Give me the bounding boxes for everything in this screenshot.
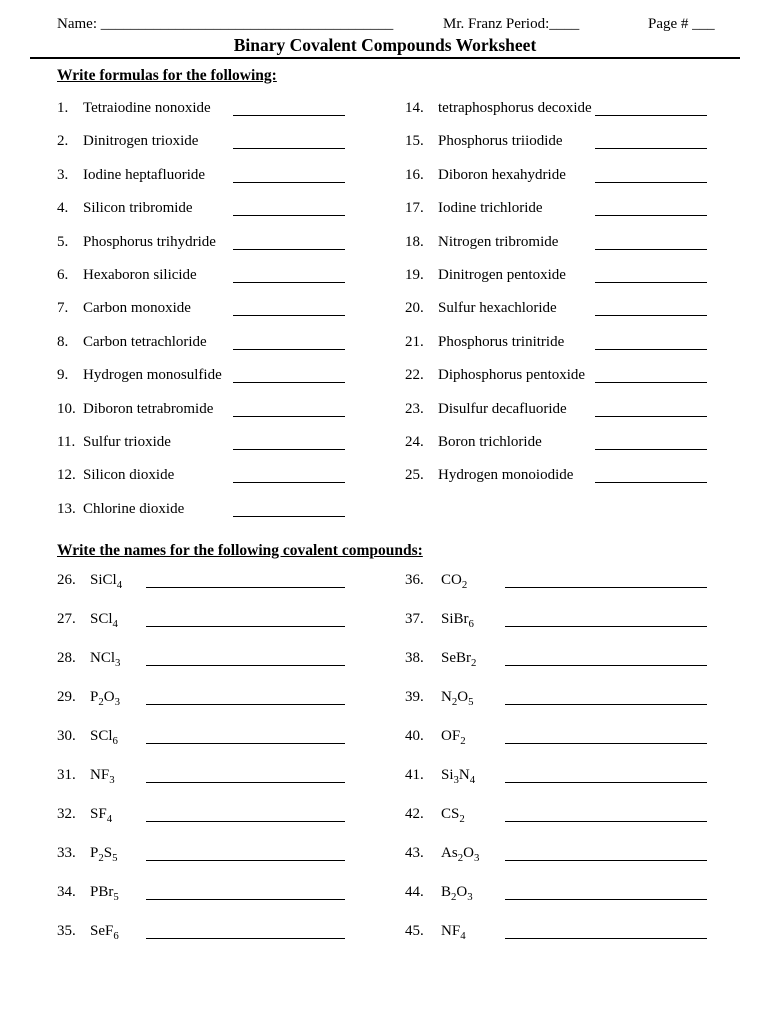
item-number: 20. bbox=[405, 300, 424, 317]
compound-name: Diboron tetrabromide bbox=[83, 400, 214, 417]
naming-item bbox=[57, 572, 345, 611]
teacher-period-field bbox=[443, 16, 648, 33]
page-label: Page # bbox=[648, 16, 689, 32]
answer-blank bbox=[505, 884, 707, 900]
formula-item bbox=[57, 100, 345, 133]
compound-name: Carbon tetrachloride bbox=[83, 333, 207, 350]
item-number: 15. bbox=[405, 133, 424, 150]
answer-blank bbox=[505, 650, 707, 666]
answer-blank bbox=[233, 100, 345, 116]
naming-item bbox=[405, 884, 707, 923]
compound-name: Nitrogen tribromide bbox=[438, 233, 559, 250]
item-number: 4. bbox=[57, 200, 69, 217]
answer-blank bbox=[505, 806, 707, 822]
formula-item bbox=[57, 434, 345, 467]
formula-item bbox=[405, 367, 707, 400]
answer-blank bbox=[595, 434, 707, 450]
compound-name: Dinitrogen trioxide bbox=[83, 133, 199, 150]
item-number: 35. bbox=[57, 923, 76, 940]
item-number: 11. bbox=[57, 433, 76, 450]
answer-blank bbox=[233, 300, 345, 316]
compound-formula: PBr$_5$ bbox=[90, 884, 119, 904]
answer-blank bbox=[146, 884, 345, 900]
item-number: 38. bbox=[405, 650, 424, 667]
item-number: 16. bbox=[405, 166, 424, 183]
item-number: 37. bbox=[405, 611, 424, 628]
formula-item bbox=[405, 200, 707, 233]
compound-formula: $Si_3N_4$ bbox=[441, 767, 476, 787]
formula-item bbox=[57, 367, 345, 400]
naming-item bbox=[57, 884, 345, 923]
item-number: 23. bbox=[405, 400, 424, 417]
answer-blank bbox=[146, 611, 345, 627]
answer-blank bbox=[595, 167, 707, 183]
compound-formula: $CO_2$ bbox=[441, 572, 468, 592]
compound-formula: $SF_4$ bbox=[90, 806, 113, 826]
compound-name: Chlorine dioxide bbox=[83, 500, 185, 517]
formula-item bbox=[57, 133, 345, 166]
answer-blank bbox=[233, 200, 345, 216]
compound-name: Hydrogen monoiodide bbox=[438, 467, 574, 484]
compound-name: Diphosphorus pentoxide bbox=[438, 367, 586, 384]
naming-item bbox=[405, 611, 707, 650]
answer-blank bbox=[146, 572, 345, 588]
compound-formula: SiCl$_4$ bbox=[90, 572, 123, 592]
compound-name: Diboron hexahydride bbox=[438, 166, 566, 183]
answer-blank bbox=[146, 689, 345, 705]
item-number: 17. bbox=[405, 200, 424, 217]
answer-blank bbox=[595, 133, 707, 149]
naming-item bbox=[57, 767, 345, 806]
naming-item bbox=[405, 650, 707, 689]
formula-item bbox=[405, 133, 707, 166]
page-number-field bbox=[648, 16, 738, 33]
compound-name: Phosphorus trihydride bbox=[83, 233, 216, 250]
item-number: 12. bbox=[57, 467, 76, 484]
answer-blank bbox=[233, 401, 345, 417]
section1-heading: Write formulas for the following: bbox=[57, 67, 277, 84]
item-number: 33. bbox=[57, 845, 76, 862]
formula-item bbox=[405, 300, 707, 333]
compound-name: Disulfur decafluoride bbox=[438, 400, 567, 417]
item-number: 29. bbox=[57, 689, 76, 706]
answer-blank bbox=[146, 767, 345, 783]
compound-name: Carbon monoxide bbox=[83, 300, 191, 317]
item-number: 6. bbox=[57, 266, 69, 283]
answer-blank bbox=[233, 501, 345, 517]
answer-blank bbox=[146, 845, 345, 861]
page-blank: ___ bbox=[692, 16, 715, 32]
item-number: 27. bbox=[57, 611, 76, 628]
formula-item bbox=[405, 334, 707, 367]
naming-item bbox=[405, 767, 707, 806]
item-number: 7. bbox=[57, 300, 69, 317]
compound-name: Silicon tribromide bbox=[83, 200, 193, 217]
compound-formula: SCl$_4$ bbox=[90, 611, 118, 631]
answer-blank bbox=[233, 334, 345, 350]
compound-formula: SeBr$_2$ bbox=[441, 650, 477, 670]
naming-item bbox=[57, 611, 345, 650]
answer-blank bbox=[146, 650, 345, 666]
formula-item bbox=[57, 501, 345, 534]
compound-formula: $NF_3$ bbox=[90, 767, 115, 787]
answer-blank bbox=[233, 267, 345, 283]
item-number: 42. bbox=[405, 806, 424, 823]
naming-item bbox=[57, 728, 345, 767]
compound-formula: $OF_2$ bbox=[441, 728, 466, 748]
compound-name: Hydrogen monosulfide bbox=[83, 367, 222, 384]
item-number: 26. bbox=[57, 572, 76, 589]
answer-blank bbox=[505, 728, 707, 744]
section2-left-column bbox=[57, 572, 345, 962]
compound-name: Boron trichloride bbox=[438, 433, 542, 450]
formula-item bbox=[57, 334, 345, 367]
item-number: 25. bbox=[405, 467, 424, 484]
formula-item bbox=[57, 401, 345, 434]
item-number: 34. bbox=[57, 884, 76, 901]
item-number: 40. bbox=[405, 728, 424, 745]
naming-item bbox=[405, 806, 707, 845]
naming-item bbox=[405, 728, 707, 767]
naming-item bbox=[57, 923, 345, 962]
name-field bbox=[57, 16, 443, 33]
section1-columns bbox=[30, 100, 740, 534]
answer-blank bbox=[233, 167, 345, 183]
compound-formula: SeF$_6$ bbox=[90, 923, 119, 943]
item-number: 24. bbox=[405, 433, 424, 450]
answer-blank bbox=[595, 334, 707, 350]
header-row bbox=[30, 16, 740, 33]
compound-formula: $NF_4$ bbox=[441, 923, 466, 943]
formula-item bbox=[57, 267, 345, 300]
compound-name: Phosphorus trinitride bbox=[438, 333, 565, 350]
compound-name: Dinitrogen pentoxide bbox=[438, 266, 566, 283]
title-divider bbox=[30, 57, 740, 59]
item-number: 31. bbox=[57, 767, 76, 784]
naming-item bbox=[57, 650, 345, 689]
name-label: Name: bbox=[57, 16, 97, 32]
item-number: 45. bbox=[405, 923, 424, 940]
answer-blank bbox=[233, 367, 345, 383]
answer-blank bbox=[233, 133, 345, 149]
formula-item bbox=[57, 167, 345, 200]
answer-blank bbox=[146, 728, 345, 744]
item-number: 18. bbox=[405, 233, 424, 250]
formula-item bbox=[405, 167, 707, 200]
item-number: 1. bbox=[57, 100, 69, 116]
compound-formula: $B_2O_3$ bbox=[441, 884, 473, 904]
naming-item bbox=[57, 806, 345, 845]
answer-blank bbox=[233, 234, 345, 250]
item-number: 44. bbox=[405, 884, 424, 901]
naming-item bbox=[57, 845, 345, 884]
item-number: 13. bbox=[57, 500, 76, 517]
name-blank: _______________________________________ bbox=[100, 16, 394, 32]
compound-name: Tetraiodine nonoxide bbox=[83, 100, 211, 116]
naming-item bbox=[405, 923, 707, 962]
item-number: 5. bbox=[57, 233, 69, 250]
formula-item bbox=[57, 300, 345, 333]
item-number: 14. bbox=[405, 100, 424, 116]
compound-formula: SiBr$_6$ bbox=[441, 611, 474, 631]
answer-blank bbox=[595, 200, 707, 216]
formula-item bbox=[405, 100, 707, 133]
item-number: 9. bbox=[57, 367, 69, 384]
item-number: 36. bbox=[405, 572, 424, 589]
item-number: 41. bbox=[405, 767, 424, 784]
answer-blank bbox=[595, 100, 707, 116]
compound-formula: $N_2O_5$ bbox=[441, 689, 474, 709]
answer-blank bbox=[233, 467, 345, 483]
answer-blank bbox=[505, 689, 707, 705]
compound-formula: $P_2S_5$ bbox=[90, 845, 118, 865]
section1-left-column bbox=[57, 100, 345, 534]
compound-formula: SCl$_6$ bbox=[90, 728, 118, 748]
worksheet-title: Binary Covalent Compounds Worksheet bbox=[233, 35, 537, 55]
item-number: 8. bbox=[57, 333, 69, 350]
answer-blank bbox=[505, 611, 707, 627]
answer-blank bbox=[146, 806, 345, 822]
answer-blank bbox=[595, 367, 707, 383]
period-blank: ____ bbox=[549, 16, 580, 32]
formula-item bbox=[57, 467, 345, 500]
compound-name: tetraphosphorus decoxide bbox=[438, 100, 592, 116]
compound-formula: $P_2O_3$ bbox=[90, 689, 120, 709]
item-number: 3. bbox=[57, 166, 69, 183]
formula-item bbox=[405, 434, 707, 467]
answer-blank bbox=[595, 234, 707, 250]
item-number: 32. bbox=[57, 806, 76, 823]
answer-blank bbox=[505, 923, 707, 939]
compound-name: Hexaboron silicide bbox=[83, 266, 197, 283]
item-number: 28. bbox=[57, 650, 76, 667]
section2-heading: Write the names for the following covalent compounds: bbox=[57, 542, 423, 560]
compound-formula: $CS_2$ bbox=[441, 806, 465, 826]
item-number: 30. bbox=[57, 728, 76, 745]
item-number: 21. bbox=[405, 333, 424, 350]
formula-item bbox=[405, 467, 707, 500]
answer-blank bbox=[146, 923, 345, 939]
section2-right-column bbox=[405, 572, 707, 962]
answer-blank bbox=[595, 300, 707, 316]
item-number: 39. bbox=[405, 689, 424, 706]
item-number: 2. bbox=[57, 133, 69, 150]
section1-right-column bbox=[405, 100, 707, 534]
item-number: 43. bbox=[405, 845, 424, 862]
compound-name: Iodine trichloride bbox=[438, 200, 543, 217]
naming-item bbox=[405, 689, 707, 728]
compound-formula: NCl$_3$ bbox=[90, 650, 121, 670]
formula-item bbox=[405, 267, 707, 300]
compound-name: Silicon dioxide bbox=[83, 467, 175, 484]
answer-blank bbox=[595, 401, 707, 417]
formula-item bbox=[57, 234, 345, 267]
answer-blank bbox=[233, 434, 345, 450]
answer-blank bbox=[595, 267, 707, 283]
compound-name: Sulfur hexachloride bbox=[438, 300, 557, 317]
item-number: 22. bbox=[405, 367, 424, 384]
compound-name: Iodine heptafluoride bbox=[83, 166, 206, 183]
answer-blank bbox=[505, 767, 707, 783]
answer-blank bbox=[505, 572, 707, 588]
item-number: 19. bbox=[405, 266, 424, 283]
item-number: 10. bbox=[57, 400, 76, 417]
compound-name: Sulfur trioxide bbox=[83, 433, 171, 450]
naming-item bbox=[57, 689, 345, 728]
answer-blank bbox=[505, 845, 707, 861]
answer-blank bbox=[595, 467, 707, 483]
teacher-label: Mr. Franz Period: bbox=[443, 16, 550, 32]
naming-item bbox=[405, 845, 707, 884]
compound-name: Phosphorus triiodide bbox=[438, 133, 563, 150]
formula-item bbox=[57, 200, 345, 233]
section2-columns bbox=[30, 572, 740, 962]
formula-item bbox=[405, 401, 707, 434]
formula-item bbox=[405, 234, 707, 267]
compound-formula: $As_2O_3$ bbox=[441, 845, 480, 865]
naming-item bbox=[405, 572, 707, 611]
